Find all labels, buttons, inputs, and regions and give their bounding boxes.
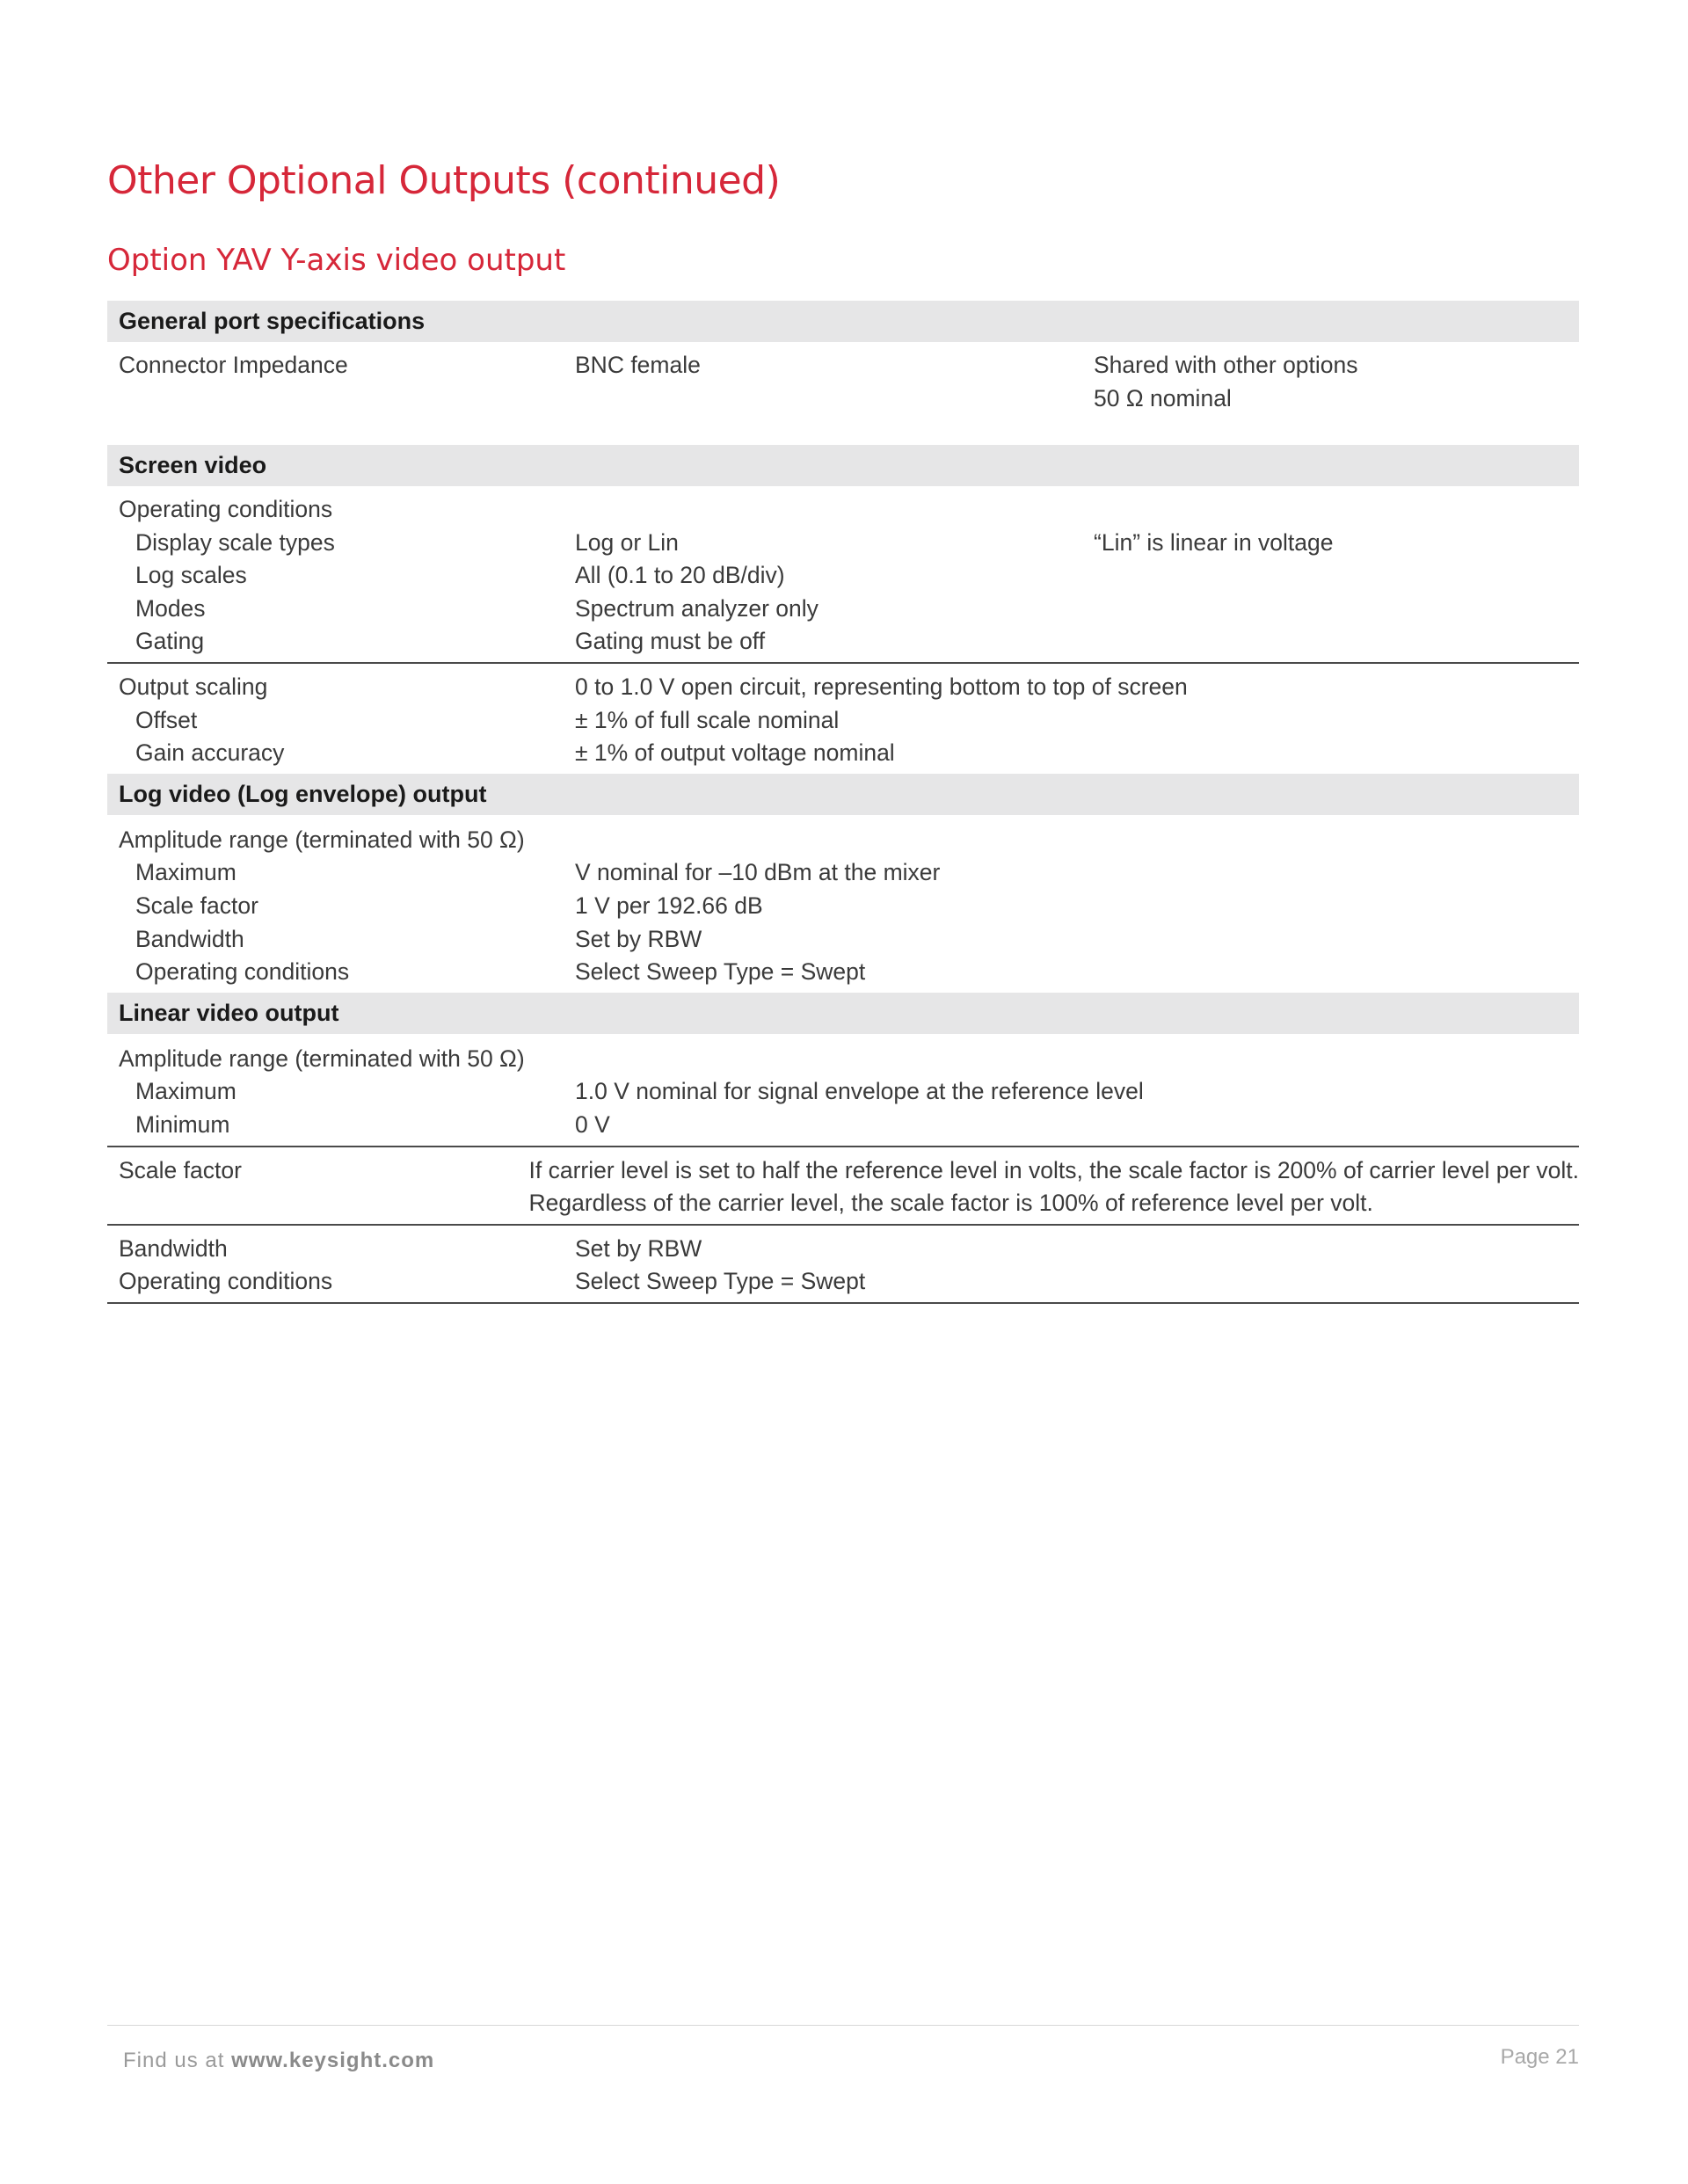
screen-video-header: Screen video: [107, 445, 1579, 486]
item-label: Log scales: [135, 562, 247, 589]
group-label: Operating conditions: [119, 1268, 333, 1295]
footer-contact: [123, 2049, 434, 2073]
item-value: Gating must be off: [575, 628, 766, 655]
item-value: Select Sweep Type = Swept: [575, 1268, 866, 1295]
item-value: Regardless of the carrier level, the scale factor is 100% of reference level per volt.: [528, 1190, 1373, 1217]
item-label: Bandwidth: [135, 925, 244, 952]
row-note: 50 Ω nominal: [1094, 384, 1232, 411]
item-value: Log or Lin: [575, 528, 679, 556]
item-value: All (0.1 to 20 dB/div): [575, 562, 785, 589]
connector-impedance-row: [107, 342, 1579, 445]
group-label: Output scaling: [119, 673, 268, 700]
item-value: 1.0 V nominal for signal envelope at the reference level: [575, 1078, 1144, 1105]
linear-video-header: Linear video output: [107, 993, 1579, 1034]
item-label: Gain accuracy: [135, 739, 285, 767]
page-number: Page 21: [1500, 2045, 1579, 2069]
item-value: Set by RBW: [575, 1234, 702, 1262]
item-note: “Lin” is linear in voltage: [1094, 528, 1334, 556]
item-value: Spectrum analyzer only: [575, 594, 819, 622]
row-label: Connector Impedance: [119, 352, 348, 378]
item-label: Maximum: [135, 1078, 236, 1105]
item-label: Display scale types: [135, 528, 335, 556]
footer-divider: [107, 2025, 1579, 2026]
linear-video-bandwidth-group: [107, 1226, 1579, 1304]
item-value: 1 V per 192.66 dB: [575, 892, 763, 919]
group-label: Scale factor: [119, 1156, 242, 1183]
group-label: Bandwidth: [119, 1234, 228, 1262]
row-note: Shared with other options: [1094, 352, 1358, 378]
screen-video-operating-group: [107, 486, 1579, 664]
item-value: ± 1% of output voltage nominal: [575, 739, 895, 767]
log-video-group: [107, 815, 1579, 993]
item-label: Minimum: [135, 1110, 230, 1138]
item-label: Scale factor: [135, 892, 258, 919]
item-value: Set by RBW: [575, 925, 702, 952]
item-label: Operating conditions: [135, 958, 350, 986]
spec-table: [107, 301, 1579, 1304]
item-label: Modes: [135, 594, 206, 622]
footer-url-link[interactable]: www.keysight.com: [231, 2049, 435, 2072]
item-label: Maximum: [135, 859, 236, 886]
linear-video-scale-factor-group: [107, 1147, 1579, 1226]
log-video-header: Log video (Log envelope) output: [107, 774, 1579, 815]
item-value: If carrier level is set to half the reference level in volts, the scale factor is 200% of carrier level per volt.: [528, 1156, 1579, 1183]
group-label: Operating conditions: [119, 496, 333, 522]
group-label: Amplitude range (terminated with 50 Ω): [119, 1045, 525, 1072]
row-value: BNC female: [575, 352, 701, 378]
linear-video-amplitude-group: [107, 1034, 1579, 1147]
general-port-header: General port specifications: [107, 301, 1579, 342]
item-value: V nominal for –10 dBm at the mixer: [575, 859, 941, 886]
footer-prefix: Find us at: [123, 2049, 225, 2072]
group-label: Amplitude range (terminated with 50 Ω): [119, 826, 525, 853]
item-value: Select Sweep Type = Swept: [575, 958, 866, 986]
item-value: ± 1% of full scale nominal: [575, 706, 840, 733]
page-title: Other Optional Outputs (continued): [107, 158, 781, 203]
section-title: Option YAV Y-axis video output: [107, 243, 566, 278]
item-value: 0 V: [575, 1110, 610, 1138]
group-value: 0 to 1.0 V open circuit, representing bottom to top of screen: [575, 673, 1188, 700]
item-label: Gating: [135, 628, 205, 655]
screen-video-scaling-group: [107, 664, 1579, 774]
item-label: Offset: [135, 706, 198, 733]
